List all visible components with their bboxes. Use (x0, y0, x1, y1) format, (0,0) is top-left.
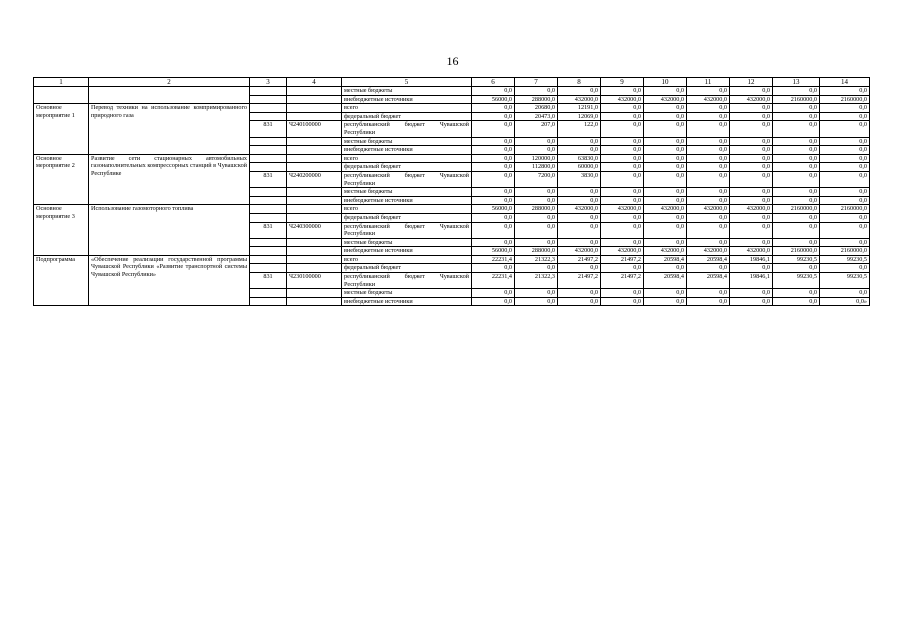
value-cell: 0,0» (820, 297, 870, 306)
header-cell: 9 (601, 78, 644, 87)
funding-source-cell: внебюджетные источники (342, 146, 472, 155)
value-cell: 0,0 (773, 289, 820, 298)
value-cell: 0,0 (730, 104, 773, 113)
budget-table-body (34, 78, 870, 306)
value-cell: 99230,5 (820, 255, 870, 264)
admin-code-cell (250, 104, 287, 113)
value-cell: 0,0 (773, 112, 820, 121)
value-cell: 0,0 (558, 196, 601, 205)
value-cell: 0,0 (687, 163, 730, 172)
value-cell: 2160000,0 (773, 95, 820, 104)
value-cell: 0,0 (601, 112, 644, 121)
value-cell: 432000,0 (601, 247, 644, 256)
value-cell: 2160000,0 (773, 247, 820, 256)
value-cell: 0,0 (820, 112, 870, 121)
table-row (34, 87, 870, 96)
value-cell: 0,0 (601, 104, 644, 113)
admin-code-cell (250, 112, 287, 121)
funding-source-cell: федеральный бюджет (342, 112, 472, 121)
value-cell: 56000,0 (472, 247, 515, 256)
value-cell: 0,0 (730, 154, 773, 163)
value-cell: 20598,4 (687, 273, 730, 289)
value-cell: 0,0 (687, 222, 730, 238)
value-cell: 0,0 (644, 104, 687, 113)
value-cell: 60000,0 (558, 163, 601, 172)
value-cell: 19846,1 (730, 255, 773, 264)
value-cell: 0,0 (515, 222, 558, 238)
event-name-cell: Основное мероприятие 3 (34, 205, 89, 256)
value-cell: 21497,2 (601, 255, 644, 264)
value-cell: 0,0 (730, 264, 773, 273)
value-cell: 0,0 (773, 171, 820, 187)
value-cell: 20680,0 (515, 104, 558, 113)
funding-source-cell: внебюджетные источники (342, 247, 472, 256)
classification-code-cell: Ч240200000 (287, 171, 342, 187)
event-name-cell: Основное мероприятие 2 (34, 154, 89, 205)
value-cell: 432000,0 (601, 205, 644, 214)
classification-code-cell (287, 104, 342, 113)
classification-code-cell (287, 264, 342, 273)
table-row (34, 154, 870, 163)
value-cell: 0,0 (644, 289, 687, 298)
funding-source-cell: федеральный бюджет (342, 163, 472, 172)
admin-code-cell (250, 264, 287, 273)
funding-source-cell: республиканский бюджет Чувашской Республики (342, 273, 472, 289)
event-name-cell (34, 87, 89, 104)
value-cell: 0,0 (773, 238, 820, 247)
value-cell: 0,0 (773, 154, 820, 163)
value-cell: 112800,0 (515, 163, 558, 172)
value-cell: 432000,0 (730, 205, 773, 214)
value-cell: 0,0 (820, 213, 870, 222)
value-cell: 0,0 (820, 163, 870, 172)
funding-source-cell: местные бюджеты (342, 289, 472, 298)
value-cell: 0,0 (558, 297, 601, 306)
value-cell: 0,0 (687, 196, 730, 205)
classification-code-cell (287, 196, 342, 205)
value-cell: 0,0 (558, 213, 601, 222)
admin-code-cell (250, 255, 287, 264)
value-cell: 0,0 (558, 289, 601, 298)
value-cell: 0,0 (820, 104, 870, 113)
value-cell: 432000,0 (558, 95, 601, 104)
value-cell: 0,0 (773, 121, 820, 137)
value-cell: 0,0 (558, 222, 601, 238)
value-cell: 0,0 (773, 264, 820, 273)
event-description-cell (89, 87, 250, 104)
value-cell: 0,0 (472, 289, 515, 298)
value-cell: 0,0 (730, 297, 773, 306)
value-cell: 0,0 (687, 188, 730, 197)
value-cell: 0,0 (730, 289, 773, 298)
classification-code-cell (287, 188, 342, 197)
admin-code-cell: 831 (250, 222, 287, 238)
value-cell: 0,0 (515, 238, 558, 247)
value-cell: 0,0 (644, 188, 687, 197)
value-cell: 432000,0 (730, 95, 773, 104)
value-cell: 0,0 (773, 163, 820, 172)
value-cell: 0,0 (687, 146, 730, 155)
classification-code-cell (287, 87, 342, 96)
classification-code-cell (287, 247, 342, 256)
value-cell: 0,0 (558, 238, 601, 247)
value-cell: 0,0 (730, 196, 773, 205)
value-cell: 0,0 (687, 112, 730, 121)
value-cell: 432000,0 (687, 205, 730, 214)
value-cell: 0,0 (687, 104, 730, 113)
value-cell: 0,0 (644, 213, 687, 222)
admin-code-cell (250, 87, 287, 96)
value-cell: 12069,0 (558, 112, 601, 121)
event-name-cell: Подпрограмма (34, 255, 89, 306)
value-cell: 0,0 (687, 289, 730, 298)
header-cell: 2 (89, 78, 250, 87)
value-cell: 0,0 (687, 171, 730, 187)
value-cell: 0,0 (515, 196, 558, 205)
value-cell: 0,0 (730, 163, 773, 172)
event-description-cell: Перевод техники на использование компримированного природного газа (89, 104, 250, 155)
value-cell: 0,0 (558, 264, 601, 273)
value-cell: 0,0 (687, 154, 730, 163)
value-cell: 22231,4 (472, 255, 515, 264)
admin-code-cell (250, 247, 287, 256)
classification-code-cell (287, 154, 342, 163)
header-row (34, 78, 870, 87)
value-cell: 0,0 (472, 222, 515, 238)
value-cell: 0,0 (472, 112, 515, 121)
value-cell: 0,0 (558, 146, 601, 155)
header-cell: 5 (342, 78, 472, 87)
funding-source-cell: всего (342, 255, 472, 264)
admin-code-cell (250, 163, 287, 172)
funding-source-cell: республиканский бюджет Чувашской Республики (342, 121, 472, 137)
classification-code-cell (287, 95, 342, 104)
value-cell: 0,0 (820, 146, 870, 155)
event-name-cell: Основное мероприятие 1 (34, 104, 89, 155)
value-cell: 0,0 (515, 188, 558, 197)
value-cell: 21497,2 (558, 255, 601, 264)
value-cell: 0,0 (820, 222, 870, 238)
value-cell: 0,0 (644, 121, 687, 137)
value-cell: 99230,5 (773, 255, 820, 264)
value-cell: 432000,0 (644, 95, 687, 104)
classification-code-cell (287, 238, 342, 247)
value-cell: 0,0 (472, 154, 515, 163)
admin-code-cell (250, 146, 287, 155)
value-cell: 0,0 (687, 238, 730, 247)
value-cell: 0,0 (644, 196, 687, 205)
value-cell: 0,0 (820, 196, 870, 205)
funding-source-cell: всего (342, 205, 472, 214)
value-cell: 0,0 (472, 87, 515, 96)
value-cell: 0,0 (515, 146, 558, 155)
admin-code-cell (250, 196, 287, 205)
event-description-cell: Развитие сети стационарных автомобильных газонаполнительных компрессорных станций в Чувашской Республике (89, 154, 250, 205)
value-cell: 0,0 (730, 121, 773, 137)
funding-source-cell: всего (342, 104, 472, 113)
value-cell: 20598,4 (644, 255, 687, 264)
value-cell: 432000,0 (558, 247, 601, 256)
value-cell: 20473,0 (515, 112, 558, 121)
value-cell: 0,0 (558, 188, 601, 197)
value-cell: 0,0 (730, 112, 773, 121)
header-cell: 11 (687, 78, 730, 87)
value-cell: 21322,3 (515, 255, 558, 264)
value-cell: 0,0 (773, 87, 820, 96)
value-cell: 0,0 (515, 137, 558, 146)
value-cell: 0,0 (644, 163, 687, 172)
classification-code-cell (287, 112, 342, 121)
value-cell: 0,0 (730, 238, 773, 247)
value-cell: 0,0 (687, 213, 730, 222)
funding-source-cell: всего (342, 154, 472, 163)
funding-source-cell: местные бюджеты (342, 87, 472, 96)
value-cell: 0,0 (601, 196, 644, 205)
value-cell: 2160000,0 (820, 247, 870, 256)
funding-source-cell: федеральный бюджет (342, 213, 472, 222)
value-cell: 0,0 (472, 137, 515, 146)
value-cell: 0,0 (601, 264, 644, 273)
classification-code-cell (287, 255, 342, 264)
value-cell: 288000,0 (515, 95, 558, 104)
value-cell: 0,0 (730, 188, 773, 197)
value-cell: 0,0 (601, 213, 644, 222)
value-cell: 0,0 (820, 188, 870, 197)
admin-code-cell: 831 (250, 121, 287, 137)
event-description-cell: «Обеспечение реализации государственной программы Чувашской Республики «Развитие транспортной системы Чувашской Республики» (89, 255, 250, 306)
funding-source-cell: республиканский бюджет Чувашской Республики (342, 171, 472, 187)
value-cell: 20598,4 (687, 255, 730, 264)
funding-source-cell: федеральный бюджет (342, 264, 472, 273)
value-cell: 0,0 (558, 137, 601, 146)
header-cell: 7 (515, 78, 558, 87)
value-cell: 0,0 (601, 188, 644, 197)
admin-code-cell (250, 213, 287, 222)
admin-code-cell: 831 (250, 273, 287, 289)
value-cell: 0,0 (687, 264, 730, 273)
value-cell: 432000,0 (644, 247, 687, 256)
funding-source-cell: внебюджетные источники (342, 297, 472, 306)
admin-code-cell (250, 238, 287, 247)
value-cell: 0,0 (472, 238, 515, 247)
value-cell: 0,0 (773, 146, 820, 155)
value-cell: 122,0 (558, 121, 601, 137)
header-cell: 14 (820, 78, 870, 87)
value-cell: 2160000,0 (773, 205, 820, 214)
classification-code-cell (287, 297, 342, 306)
value-cell: 0,0 (820, 87, 870, 96)
value-cell: 63830,0 (558, 154, 601, 163)
value-cell: 0,0 (601, 171, 644, 187)
funding-source-cell: республиканский бюджет Чувашской Республики (342, 222, 472, 238)
classification-code-cell: Ч230100000 (287, 273, 342, 289)
budget-table (33, 77, 870, 306)
funding-source-cell: внебюджетные источники (342, 196, 472, 205)
value-cell: 0,0 (601, 87, 644, 96)
value-cell: 0,0 (558, 87, 601, 96)
value-cell: 0,0 (601, 154, 644, 163)
value-cell: 0,0 (515, 297, 558, 306)
value-cell: 0,0 (472, 171, 515, 187)
admin-code-cell (250, 137, 287, 146)
value-cell: 0,0 (601, 222, 644, 238)
value-cell: 0,0 (687, 137, 730, 146)
value-cell: 432000,0 (687, 247, 730, 256)
header-cell: 1 (34, 78, 89, 87)
admin-code-cell (250, 188, 287, 197)
value-cell: 0,0 (730, 213, 773, 222)
value-cell: 0,0 (730, 137, 773, 146)
value-cell: 0,0 (644, 222, 687, 238)
classification-code-cell (287, 213, 342, 222)
value-cell: 0,0 (472, 146, 515, 155)
admin-code-cell (250, 205, 287, 214)
value-cell: 0,0 (773, 196, 820, 205)
value-cell: 21497,2 (601, 273, 644, 289)
header-cell: 12 (730, 78, 773, 87)
header-cell: 3 (250, 78, 287, 87)
value-cell: 0,0 (730, 146, 773, 155)
value-cell: 432000,0 (558, 205, 601, 214)
classification-code-cell: Ч240300000 (287, 222, 342, 238)
funding-source-cell: местные бюджеты (342, 137, 472, 146)
classification-code-cell: Ч240100000 (287, 121, 342, 137)
value-cell: 0,0 (820, 289, 870, 298)
value-cell: 0,0 (644, 264, 687, 273)
value-cell: 99230,5 (773, 273, 820, 289)
value-cell: 2160000,0 (820, 205, 870, 214)
value-cell: 0,0 (472, 163, 515, 172)
value-cell: 0,0 (644, 137, 687, 146)
value-cell: 432000,0 (687, 95, 730, 104)
header-cell: 8 (558, 78, 601, 87)
value-cell: 0,0 (601, 163, 644, 172)
classification-code-cell (287, 163, 342, 172)
value-cell: 12191,0 (558, 104, 601, 113)
value-cell: 0,0 (601, 289, 644, 298)
header-cell: 10 (644, 78, 687, 87)
classification-code-cell (287, 205, 342, 214)
funding-source-cell: местные бюджеты (342, 238, 472, 247)
admin-code-cell (250, 95, 287, 104)
value-cell: 432000,0 (644, 205, 687, 214)
value-cell: 7200,0 (515, 171, 558, 187)
value-cell: 0,0 (601, 297, 644, 306)
value-cell: 21497,2 (558, 273, 601, 289)
page-number: 16 (446, 54, 459, 68)
value-cell: 56000,0 (472, 95, 515, 104)
value-cell: 0,0 (820, 154, 870, 163)
value-cell: 288000,0 (515, 247, 558, 256)
value-cell: 0,0 (687, 297, 730, 306)
value-cell: 0,0 (515, 289, 558, 298)
admin-code-cell (250, 289, 287, 298)
value-cell: 0,0 (472, 297, 515, 306)
value-cell: 120000,0 (515, 154, 558, 163)
value-cell: 56000,0 (472, 205, 515, 214)
value-cell: 0,0 (515, 264, 558, 273)
value-cell: 0,0 (820, 121, 870, 137)
admin-code-cell (250, 297, 287, 306)
value-cell: 0,0 (472, 121, 515, 137)
value-cell: 0,0 (820, 264, 870, 273)
value-cell: 0,0 (472, 264, 515, 273)
value-cell: 0,0 (773, 104, 820, 113)
value-cell: 3830,0 (558, 171, 601, 187)
classification-code-cell (287, 137, 342, 146)
value-cell: 0,0 (644, 238, 687, 247)
value-cell: 0,0 (820, 171, 870, 187)
table-row (34, 205, 870, 214)
admin-code-cell (250, 154, 287, 163)
value-cell: 0,0 (644, 171, 687, 187)
value-cell: 0,0 (601, 238, 644, 247)
value-cell: 0,0 (644, 87, 687, 96)
value-cell: 207,0 (515, 121, 558, 137)
header-cell: 6 (472, 78, 515, 87)
classification-code-cell (287, 289, 342, 298)
value-cell: 0,0 (773, 188, 820, 197)
value-cell: 0,0 (644, 112, 687, 121)
value-cell: 19846,1 (730, 273, 773, 289)
funding-source-cell: местные бюджеты (342, 188, 472, 197)
value-cell: 0,0 (687, 87, 730, 96)
value-cell: 0,0 (820, 137, 870, 146)
value-cell: 20598,4 (644, 273, 687, 289)
value-cell: 0,0 (820, 238, 870, 247)
value-cell: 99230,5 (820, 273, 870, 289)
funding-source-cell: внебюджетные источники (342, 95, 472, 104)
value-cell: 432000,0 (730, 247, 773, 256)
value-cell: 0,0 (644, 297, 687, 306)
value-cell: 2160000,0 (820, 95, 870, 104)
event-description-cell: Использование газомоторного топлива (89, 205, 250, 256)
value-cell: 0,0 (730, 171, 773, 187)
value-cell: 0,0 (601, 137, 644, 146)
classification-code-cell (287, 146, 342, 155)
value-cell: 0,0 (644, 154, 687, 163)
value-cell: 0,0 (472, 213, 515, 222)
value-cell: 0,0 (644, 146, 687, 155)
value-cell: 0,0 (773, 213, 820, 222)
value-cell: 0,0 (773, 297, 820, 306)
value-cell: 0,0 (730, 222, 773, 238)
value-cell: 288000,0 (515, 205, 558, 214)
value-cell: 0,0 (472, 104, 515, 113)
table-row (34, 104, 870, 113)
value-cell: 0,0 (730, 87, 773, 96)
value-cell: 0,0 (472, 188, 515, 197)
value-cell: 0,0 (472, 196, 515, 205)
table-row (34, 255, 870, 264)
admin-code-cell: 831 (250, 171, 287, 187)
value-cell: 21322,3 (515, 273, 558, 289)
value-cell: 22231,4 (472, 273, 515, 289)
value-cell: 0,0 (601, 146, 644, 155)
value-cell: 0,0 (515, 87, 558, 96)
value-cell: 0,0 (773, 137, 820, 146)
value-cell: 0,0 (601, 121, 644, 137)
value-cell: 432000,0 (601, 95, 644, 104)
value-cell: 0,0 (515, 213, 558, 222)
value-cell: 0,0 (687, 121, 730, 137)
header-cell: 4 (287, 78, 342, 87)
value-cell: 0,0 (773, 222, 820, 238)
header-cell: 13 (773, 78, 820, 87)
